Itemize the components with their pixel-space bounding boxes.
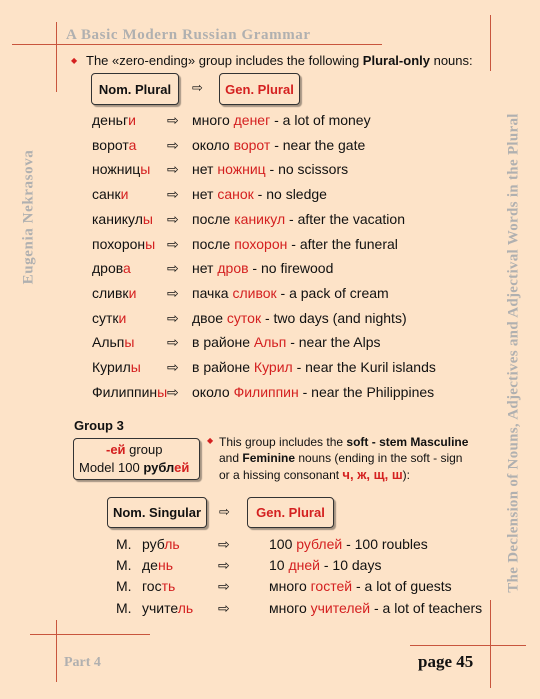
word-stem: каникул bbox=[92, 210, 143, 227]
word-stem: руб bbox=[142, 536, 165, 552]
translation: - a pack of cream bbox=[276, 284, 389, 301]
nom-plural-form bbox=[92, 112, 136, 128]
nom-plural-form bbox=[92, 186, 128, 202]
gen-plural-header-2: Gen. Plural bbox=[247, 497, 334, 528]
word-stem: учите bbox=[142, 599, 178, 616]
noun-row bbox=[92, 161, 349, 178]
gender-label: М. bbox=[116, 599, 132, 616]
gen-plural-phrase bbox=[192, 260, 333, 276]
frame-line-bottom-left bbox=[30, 634, 150, 635]
arrow-icon: ⇨ bbox=[218, 578, 230, 595]
nom-plural-form bbox=[92, 211, 153, 227]
phrase-prefix: в районе bbox=[192, 359, 254, 375]
group-description-line3: or a hissing consonant ч, ж, щ, ш): bbox=[219, 467, 411, 482]
noun-row bbox=[92, 383, 435, 400]
phrase-prefix: много bbox=[269, 578, 311, 595]
translation: - 100 roubles bbox=[342, 536, 428, 552]
word-ending: ль bbox=[164, 536, 180, 552]
arrow-icon: ⇨ bbox=[167, 186, 179, 203]
gen-plural-form: гостей bbox=[310, 578, 353, 595]
gen-plural-form: денег bbox=[233, 112, 271, 128]
arrow-icon: ⇨ bbox=[192, 80, 203, 95]
group-box-line2: Model 100 рублей bbox=[79, 460, 190, 475]
frame-line-left-top bbox=[56, 22, 57, 92]
noun-row bbox=[92, 112, 371, 128]
nom-singular-form bbox=[142, 578, 175, 594]
word-ending: а bbox=[123, 260, 131, 277]
word-ending: нь bbox=[157, 557, 173, 574]
gen-plural-phrase bbox=[269, 557, 381, 573]
gen-plural-phrase bbox=[192, 310, 407, 326]
gen-plural-form: санок bbox=[217, 186, 254, 203]
word-stem: сутк bbox=[92, 309, 119, 326]
word-ending: ы bbox=[124, 334, 135, 351]
gen-plural-phrase bbox=[192, 112, 371, 128]
frame-line-right-bottom bbox=[490, 600, 491, 688]
noun-row bbox=[92, 136, 366, 153]
word-stem: гос bbox=[142, 578, 162, 595]
noun-row bbox=[92, 334, 381, 351]
phrase-prefix: около bbox=[192, 136, 234, 153]
arrow-icon: ⇨ bbox=[167, 235, 179, 252]
translation: - a lot of teachers bbox=[370, 599, 483, 616]
phrase-prefix: после bbox=[192, 235, 235, 252]
noun-row bbox=[116, 578, 452, 595]
page-number: page 45 bbox=[418, 652, 474, 671]
word-stem: санк bbox=[92, 186, 121, 203]
nom-plural-form bbox=[92, 384, 167, 400]
noun-row bbox=[116, 536, 428, 552]
word-ending: ы bbox=[142, 210, 153, 227]
frame-line-left-bottom bbox=[56, 620, 57, 682]
arrow-icon: ⇨ bbox=[167, 161, 179, 178]
translation: - a lot of money bbox=[270, 112, 371, 128]
word-stem: дров bbox=[92, 260, 124, 277]
gen-plural-form: дней bbox=[288, 557, 320, 574]
group-box bbox=[73, 438, 200, 480]
arrow-icon: ⇨ bbox=[167, 112, 179, 128]
phrase-prefix: много bbox=[269, 599, 311, 616]
intro-text: The «zero-ending» group includes the following Plural-only nouns: bbox=[86, 53, 473, 68]
arrow-icon: ⇨ bbox=[167, 334, 179, 351]
gen-plural-form: ворот bbox=[233, 136, 271, 153]
nom-singular-form bbox=[142, 600, 193, 616]
book-title: A Basic Modern Russian Grammar bbox=[66, 27, 311, 43]
word-stem: Филиппин bbox=[92, 383, 158, 400]
phrase-prefix: пачка bbox=[192, 284, 233, 301]
noun-row bbox=[92, 210, 405, 227]
noun-row bbox=[92, 284, 389, 301]
header-rule bbox=[12, 44, 382, 45]
gen-plural-form: сливок bbox=[232, 284, 277, 301]
nom-singular-form bbox=[142, 557, 173, 573]
gen-plural-phrase bbox=[269, 536, 428, 552]
nom-plural-header: Nom. Plural bbox=[91, 73, 179, 105]
word-ending: и bbox=[128, 284, 137, 301]
gender-label: М. bbox=[116, 536, 132, 552]
arrow-icon: ⇨ bbox=[167, 284, 179, 301]
word-ending: ы bbox=[157, 383, 168, 400]
arrow-icon: ⇨ bbox=[167, 383, 179, 400]
gen-plural-form: каникул bbox=[234, 210, 286, 227]
arrow-icon: ⇨ bbox=[218, 536, 230, 552]
gen-plural-phrase bbox=[192, 236, 398, 252]
nom-plural-form bbox=[92, 310, 126, 326]
chapter-title: The Declension of Nouns, Adjectives and Adjectival Words in the Plural bbox=[505, 113, 522, 593]
word-stem: деньг bbox=[92, 112, 129, 128]
word-stem: похорон bbox=[92, 235, 146, 252]
gen-plural-phrase bbox=[192, 334, 380, 350]
translation: - near the Alps bbox=[286, 334, 381, 351]
noun-row bbox=[92, 359, 436, 375]
translation: - near the Kuril islands bbox=[292, 359, 436, 375]
nom-plural-form bbox=[92, 236, 155, 252]
gen-plural-phrase bbox=[192, 384, 434, 400]
gen-plural-phrase bbox=[192, 186, 327, 202]
gen-plural-phrase bbox=[192, 285, 389, 301]
noun-row bbox=[92, 309, 407, 326]
nom-singular-header: Nom. Singular bbox=[107, 497, 207, 528]
arrow-icon: ⇨ bbox=[218, 557, 230, 574]
author-name: Eugenia Nekrasova bbox=[20, 149, 37, 285]
gen-plural-form: ножниц bbox=[217, 161, 266, 178]
phrase-prefix: двое bbox=[192, 309, 227, 326]
word-ending: ы bbox=[145, 235, 156, 252]
gen-plural-phrase bbox=[269, 578, 452, 594]
arrow-icon: ⇨ bbox=[167, 136, 179, 153]
group-box-line1: -ей group bbox=[106, 442, 163, 457]
arrow-icon: ⇨ bbox=[167, 359, 179, 375]
phrase-prefix: в районе bbox=[192, 334, 254, 351]
arrow-icon: ⇨ bbox=[219, 504, 230, 519]
gen-plural-phrase bbox=[192, 359, 436, 375]
translation: - no scissors bbox=[265, 161, 349, 178]
phrase-prefix: много bbox=[192, 112, 234, 128]
word-stem: сливк bbox=[92, 284, 129, 301]
noun-row bbox=[92, 186, 327, 203]
translation: - 10 days bbox=[319, 557, 382, 574]
frame-line-right-top bbox=[490, 15, 491, 71]
phrase-prefix: после bbox=[192, 210, 235, 227]
word-stem: ножниц bbox=[92, 161, 141, 178]
gen-plural-form: похорон bbox=[234, 235, 288, 252]
translation: - a lot of guests bbox=[352, 578, 452, 595]
word-ending: а bbox=[128, 136, 137, 153]
word-ending: и bbox=[120, 186, 129, 203]
translation: - near the Philippines bbox=[298, 383, 435, 400]
word-stem: ворот bbox=[92, 136, 129, 153]
gen-plural-phrase bbox=[192, 161, 348, 177]
phrase-prefix: 100 bbox=[269, 536, 297, 552]
noun-row bbox=[92, 235, 398, 252]
nom-plural-form bbox=[92, 137, 136, 153]
group-title: Group 3 bbox=[74, 418, 124, 433]
gen-plural-phrase bbox=[192, 211, 405, 227]
word-ending: и bbox=[118, 309, 127, 326]
translation: - no firewood bbox=[248, 260, 334, 277]
word-stem: Курил bbox=[92, 359, 131, 375]
gen-plural-phrase bbox=[192, 137, 365, 153]
group-description-line1: This group includes the soft - stem Masculine bbox=[219, 435, 469, 449]
word-stem: Альп bbox=[92, 334, 125, 351]
translation: - after the funeral bbox=[287, 235, 398, 252]
gen-plural-form: Филиппин bbox=[233, 383, 299, 400]
translation: - after the vacation bbox=[285, 210, 405, 227]
nom-plural-form bbox=[92, 161, 150, 177]
arrow-icon: ⇨ bbox=[218, 599, 230, 616]
arrow-icon: ⇨ bbox=[167, 309, 179, 326]
nom-plural-form bbox=[92, 359, 141, 375]
bullet-diamond-icon: ◆ bbox=[207, 436, 214, 445]
part-label: Part 4 bbox=[64, 655, 101, 670]
nom-singular-form bbox=[142, 536, 180, 552]
phrase-prefix: около bbox=[192, 383, 234, 400]
word-ending: ы bbox=[140, 161, 151, 178]
gen-plural-form: учителей bbox=[310, 599, 371, 616]
gender-label: М. bbox=[116, 578, 132, 595]
footer-rule bbox=[410, 645, 526, 646]
phrase-prefix: нет bbox=[192, 161, 218, 178]
word-ending: и bbox=[128, 112, 136, 128]
gen-plural-form: суток bbox=[226, 309, 262, 326]
nom-plural-form bbox=[92, 260, 131, 276]
gen-plural-form: Альп bbox=[253, 334, 287, 351]
phrase-prefix: нет bbox=[192, 260, 218, 277]
noun-row bbox=[116, 557, 382, 574]
phrase-prefix: 10 bbox=[269, 557, 289, 574]
arrow-icon: ⇨ bbox=[167, 260, 179, 277]
noun-row bbox=[92, 260, 334, 277]
nom-plural-form bbox=[92, 334, 134, 350]
phrase-prefix: нет bbox=[192, 186, 218, 203]
gen-plural-form: рублей bbox=[296, 536, 343, 552]
word-ending: ть bbox=[161, 578, 176, 595]
gen-plural-phrase bbox=[269, 600, 482, 616]
translation: - no sledge bbox=[253, 186, 327, 203]
arrow-icon: ⇨ bbox=[167, 210, 179, 227]
word-ending: ль bbox=[177, 599, 194, 616]
word-stem: де bbox=[142, 557, 158, 574]
word-ending: ы bbox=[130, 359, 141, 375]
gen-plural-form: дров bbox=[217, 260, 249, 277]
gen-plural-form: Курил bbox=[253, 359, 293, 375]
bullet-diamond-icon: ◆ bbox=[71, 56, 78, 65]
translation: - two days (and nights) bbox=[261, 309, 407, 326]
noun-row bbox=[116, 599, 483, 616]
gen-plural-header: Gen. Plural bbox=[219, 73, 300, 105]
nom-plural-form bbox=[92, 285, 136, 301]
translation: - near the gate bbox=[270, 136, 366, 153]
gender-label: М. bbox=[116, 557, 132, 574]
group-description-line2: and Feminine nouns (ending in the soft - sign bbox=[219, 451, 463, 465]
